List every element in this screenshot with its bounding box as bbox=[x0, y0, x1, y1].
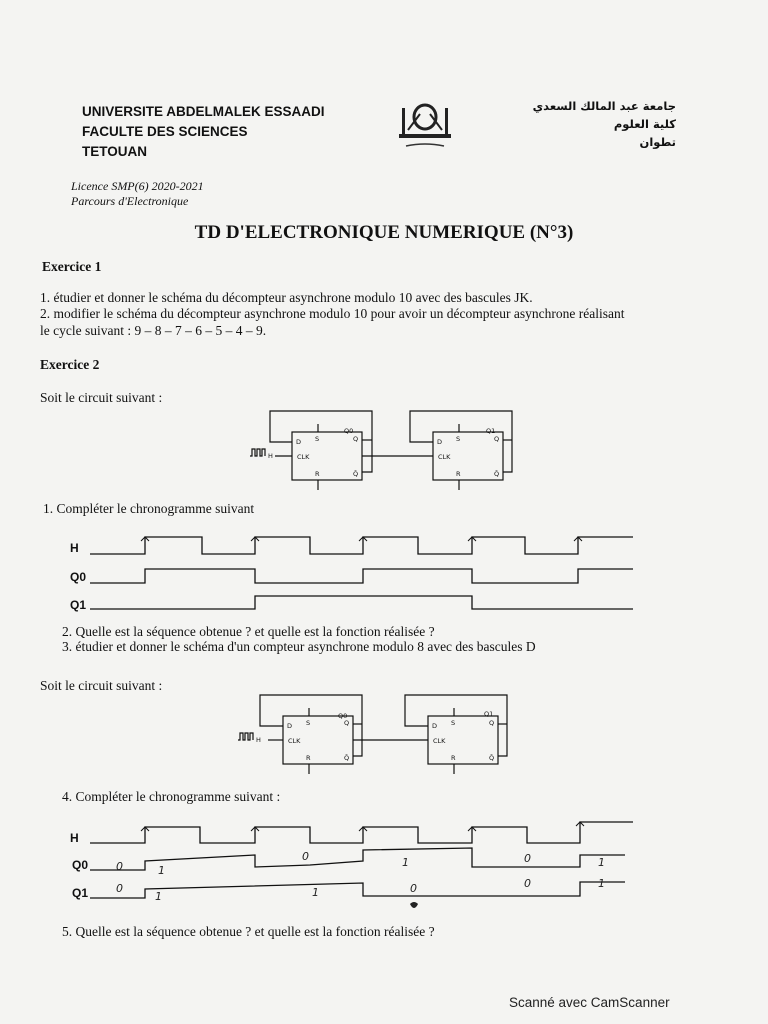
ff1-clk-label: CLK bbox=[438, 453, 451, 461]
chrono2-q0-wave bbox=[90, 848, 625, 870]
ff0-clk-label: CLK bbox=[297, 453, 310, 461]
ff2-clk-label: CLK bbox=[288, 737, 301, 745]
ff2-q-label: Q bbox=[344, 719, 350, 727]
arabic-city: تطوان bbox=[639, 135, 676, 149]
handwritten-q0-1: 1 bbox=[158, 864, 165, 877]
chrono2-h-label: H bbox=[70, 831, 79, 845]
ff1-qbar-label: Q̄ bbox=[494, 470, 500, 478]
ff3-clk-label: CLK bbox=[433, 737, 446, 745]
exercise1-line3: le cycle suivant : 9 – 8 – 7 – 6 – 5 – 4 – 9. bbox=[40, 323, 267, 338]
ff3-q-label: Q bbox=[489, 719, 495, 727]
ff1-r-label: R bbox=[456, 470, 461, 478]
ff2-s-label: S bbox=[306, 719, 311, 727]
ff3-qbar-label: Q̄ bbox=[489, 754, 495, 762]
page-title: TD D'ELECTRONIQUE NUMERIQUE (N°3) bbox=[194, 222, 574, 243]
chrono2-q1-wave bbox=[90, 882, 625, 898]
exercise1-line1: 1. étudier et donner le schéma du décompteur asynchrone modulo 10 avec des bascules JK. bbox=[40, 290, 533, 305]
licence-line: Licence SMP(6) 2020-2021 bbox=[71, 179, 204, 193]
handwritten-q0-0: 0 bbox=[116, 860, 123, 873]
ff2-q0-label: Q0 bbox=[338, 712, 348, 720]
arabic-university: جامعة عبد المالك السعدي bbox=[532, 99, 676, 113]
handwritten-q0-3: 1 bbox=[402, 856, 409, 869]
arabic-faculty: كلية العلوم bbox=[613, 117, 676, 131]
handwritten-q0-4: 0 bbox=[524, 852, 531, 865]
camscanner-watermark: Scanné avec CamScanner bbox=[509, 995, 670, 1010]
parcours-line: Parcours d'Electronique bbox=[71, 194, 189, 208]
ff1-q1-label: Q1 bbox=[486, 427, 496, 435]
question-1: 1. Compléter le chronogramme suivant bbox=[43, 501, 255, 516]
chrono1-q0-label: Q0 bbox=[70, 570, 87, 584]
handwritten-q1-1: 1 bbox=[155, 890, 162, 903]
chrono2-h-wave bbox=[90, 822, 633, 843]
handwritten-mark-icon bbox=[410, 902, 418, 908]
ff0-q-label: Q bbox=[353, 435, 359, 443]
chrono2-q1-label: Q1 bbox=[72, 886, 89, 900]
ff3-d-label: D bbox=[432, 722, 438, 730]
ff3-q1-label: Q1 bbox=[484, 710, 494, 718]
ff1-q-label: Q bbox=[494, 435, 500, 443]
chrono1-h-label: H bbox=[70, 541, 79, 555]
ff2-r-label: R bbox=[306, 754, 311, 762]
ff2-qbar-label: Q̄ bbox=[344, 754, 350, 762]
handwritten-q1-5: 1 bbox=[598, 877, 605, 890]
handwritten-q1-3: 0 bbox=[410, 882, 417, 895]
ff1-s-label: S bbox=[456, 435, 461, 443]
ff0-s-label: S bbox=[315, 435, 320, 443]
handwritten-q0-2: 0 bbox=[302, 850, 309, 863]
ff2-d-label: D bbox=[287, 722, 293, 730]
handwritten-q1-0: 0 bbox=[116, 882, 123, 895]
circuit-intro-2: Soit le circuit suivant : bbox=[40, 678, 163, 693]
ff3-r-label: R bbox=[451, 754, 456, 762]
ff0-q0-label: Q0 bbox=[344, 427, 354, 435]
ff0-d-label: D bbox=[296, 438, 302, 446]
exercise1-heading: Exercice 1 bbox=[42, 259, 102, 274]
circuit-intro-1: Soit le circuit suivant : bbox=[40, 390, 163, 405]
exercise1-line2: 2. modifier le schéma du décompteur asynchrone modulo 10 pour avoir un décompteur asynchrone réalisant bbox=[40, 306, 625, 321]
city-name: TETOUAN bbox=[82, 144, 148, 159]
question-2: 2. Quelle est la séquence obtenue ? et quelle est la fonction réalisée ? bbox=[62, 624, 435, 639]
handwritten-q1-4: 0 bbox=[524, 877, 531, 890]
handwritten-q0-5: 1 bbox=[598, 856, 605, 869]
ff0-h-label: H bbox=[268, 452, 273, 460]
chrono1-q1-label: Q1 bbox=[70, 598, 87, 612]
handwritten-q1-2: 1 bbox=[312, 886, 319, 899]
ff1-d-label: D bbox=[437, 438, 443, 446]
ff0-r-label: R bbox=[315, 470, 320, 478]
ff0-qbar-label: Q̄ bbox=[353, 470, 359, 478]
question-3: 3. étudier et donner le schéma d'un compteur asynchrone modulo 8 avec des bascules D bbox=[62, 639, 536, 654]
faculty-name: FACULTE DES SCIENCES bbox=[82, 124, 248, 139]
chrono2-q0-label: Q0 bbox=[72, 858, 89, 872]
question-5: 5. Quelle est la séquence obtenue ? et quelle est la fonction réalisée ? bbox=[62, 924, 435, 939]
question-4: 4. Compléter le chronogramme suivant : bbox=[62, 789, 281, 804]
university-name: UNIVERSITE ABDELMALEK ESSAADI bbox=[82, 104, 325, 119]
ff2-h-label: H bbox=[256, 736, 261, 744]
exercise2-heading: Exercice 2 bbox=[40, 357, 100, 372]
ff3-s-label: S bbox=[451, 719, 456, 727]
